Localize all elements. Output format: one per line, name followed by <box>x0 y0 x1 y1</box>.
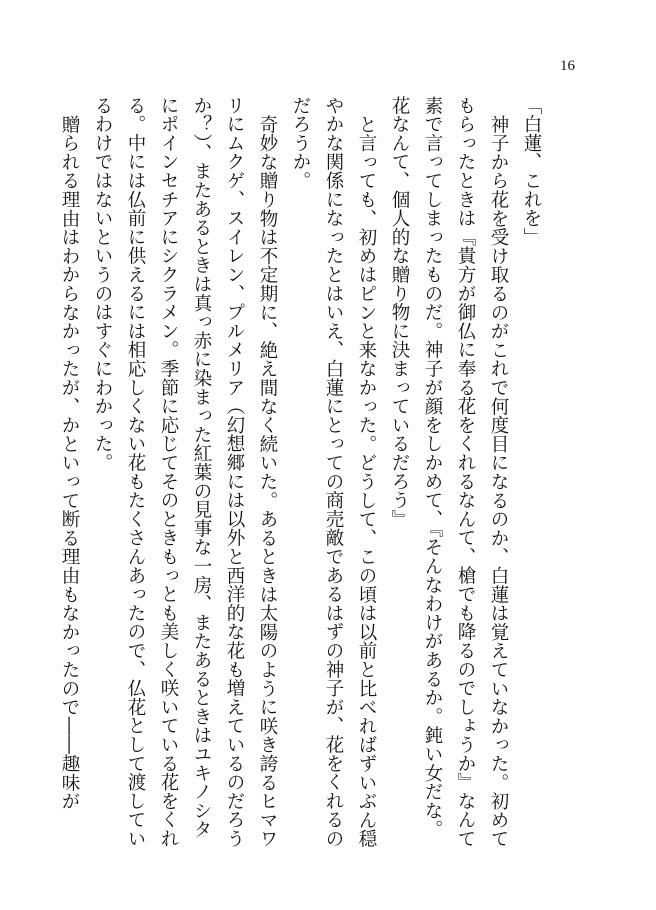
vertical-text-body <box>59 96 548 856</box>
paragraph: 奇妙な贈り物は不定期に、絶え間なく続いた。あるときは太陽のように咲き誇るヒマワリにムクゲ、スイレン、プルメリア（幻想郷には以外と西洋的な花も増えているのだろうか？）、またあるときは真っ赤に染まった紅葉の見事な一房、またあるときはユキノシタにポインセチアにシクラメン。季節に応じてそのときもっとも美しく咲いている花をくれる。中には仏前に供えるには相応しくない花もたくさんあったので、仏花として渡しているわけではないというのはすぐにわかった。 <box>92 96 278 848</box>
paragraph: と言っても、初めはピンと来なかった。どうして、この頃は以前と比べればずいぶん穏やかな関係になったとはいえ、白蓮にとっての商売敵であるはずの神子が、花をくれるのだろうか。 <box>290 96 377 848</box>
paragraph: 贈られる理由はわからなかったが、かといって断る理由もなかったので――趣味が <box>59 114 80 811</box>
paragraph: 神子から花を受け取るのがこれで何度目になるのか、白蓮は覚えていなかった。初めてもらったときは『貴方が御仏に奉る花をくれるなんて、槍でも降るのでしょうか』なんて素で言ってしまったものだ。神子が顔をしかめて、『そんなわけがあるか。鈍い女だな。花なんて、個人的な贈り物に決まっているだろう』 <box>389 96 509 848</box>
page-number: 16 <box>560 58 575 74</box>
dialogue-line: 「白蓮、これを」 <box>521 96 542 247</box>
